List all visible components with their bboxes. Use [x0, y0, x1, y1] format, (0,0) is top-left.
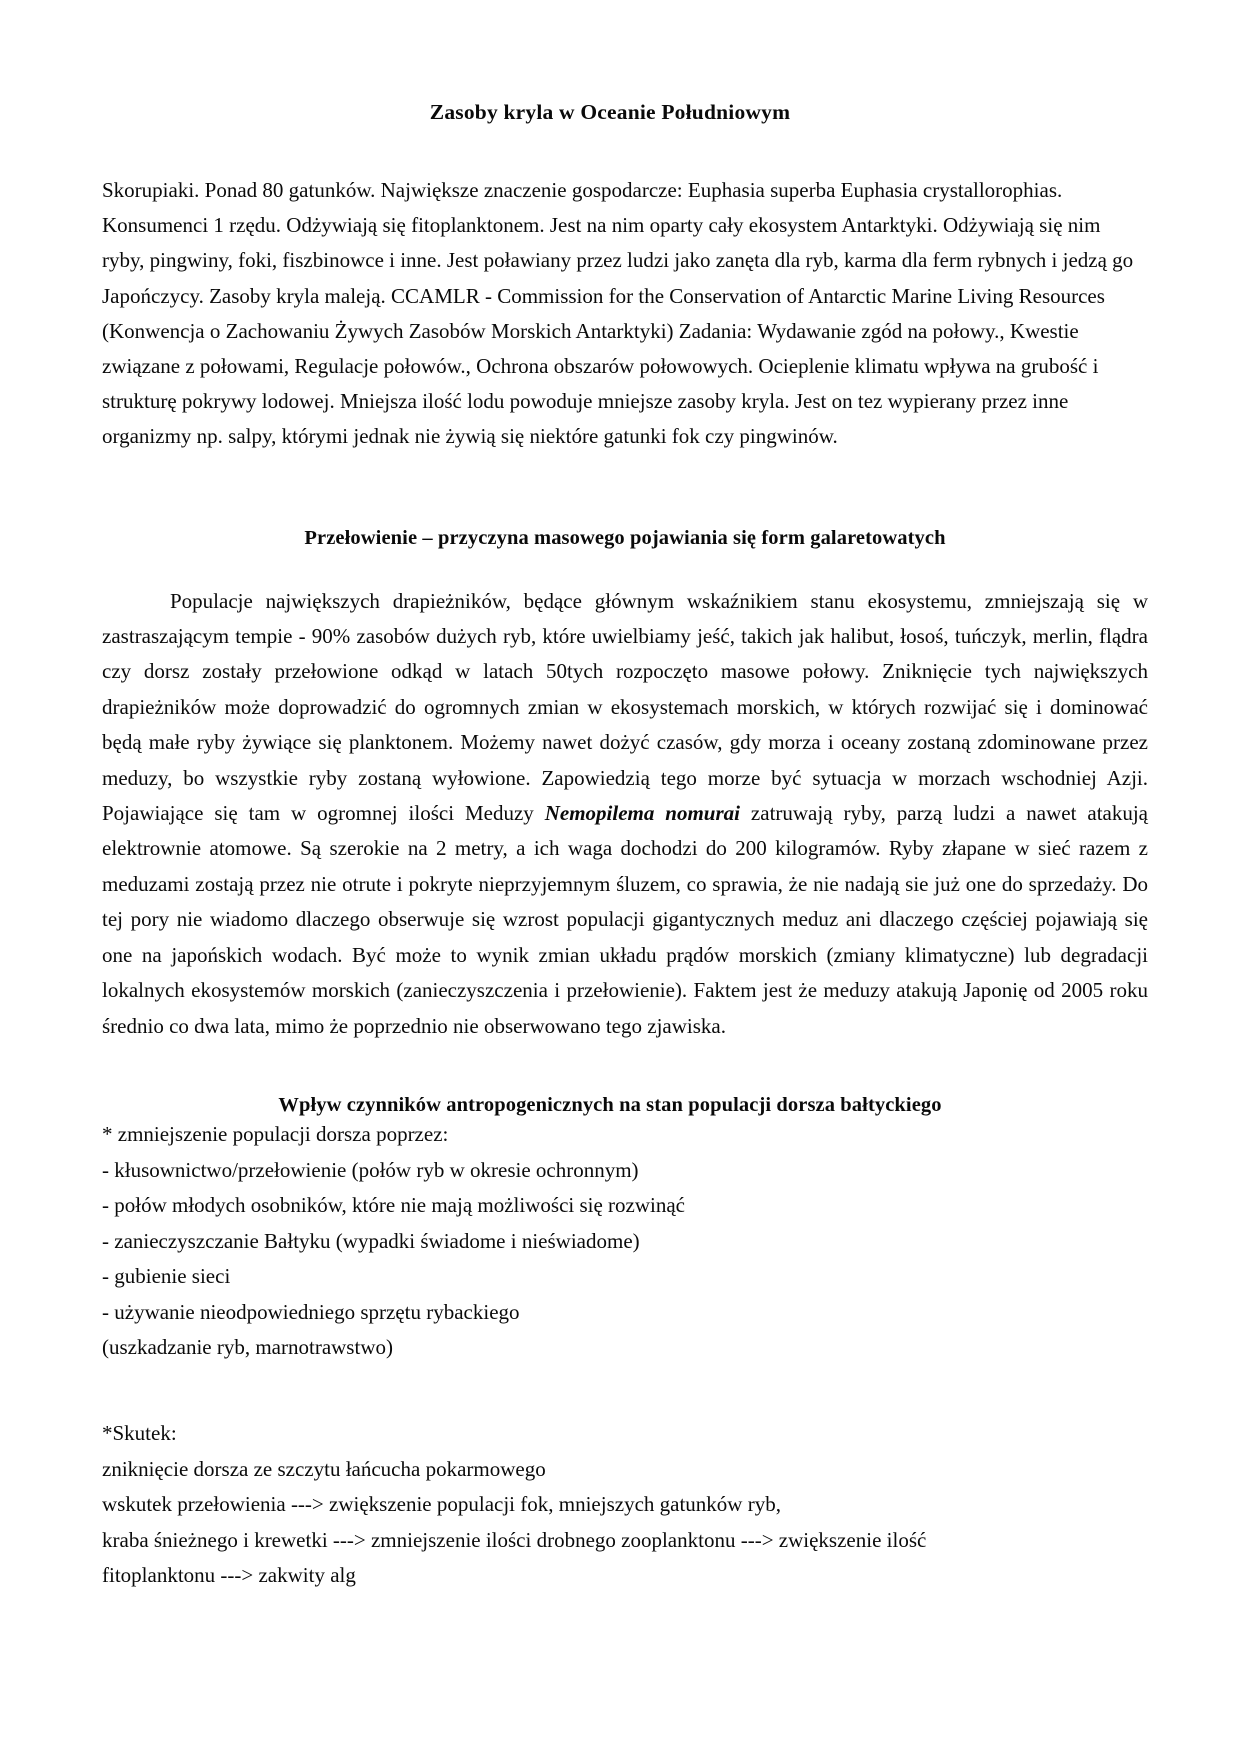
list-item: * zmniejszenie populacji dorsza poprzez: [102, 1121, 449, 1146]
list-item: - używanie nieodpowiedniego sprzętu rybackiego [102, 1299, 520, 1324]
overfishing-paragraph [102, 584, 1148, 1044]
list-item: - kłusownictwo/przełowienie (połów ryb w okresie ochronnym) [102, 1157, 639, 1182]
list-item: zniknięcie dorsza ze szczytu łańcucha pokarmowego [102, 1456, 546, 1481]
list-item: (uszkadzanie ryb, marnotrawstwo) [102, 1335, 393, 1360]
list-item: kraba śnieżnego i krewetki ---> zmniejszenie ilości drobnego zooplanktonu ---> zwiększenie ilość [102, 1527, 927, 1552]
effect-label: *Skutek: [102, 1421, 177, 1446]
section-heading-overfishing: Przełowienie – przyczyna masowego pojawiania się form galaretowatych [304, 526, 946, 549]
overfishing-text-part-2: zatruwają ryby, parzą ludzi a nawet atakują elektrownie atomowe. Są szerokie na 2 metry, a ich waga dochodzi do 200 kilogramów. Ryby złapane w sieć razem z meduzami zostają przez nie otrute i pokryte nieprzyjemnym śluzem, co sprawia, że nie nadają sie już one do sprzedaży. Do tej pory nie wiadomo dlaczego obserwuje się wzrost populacji gigantycznych meduz ani dlaczego częściej pojawiają się one na japońskich wodach. Być może to wynik zmian układu prądów morskich (zmiany klimatyczne) lub degradacji lokalnych ekosystemów morskich (zanieczyszczenia i przełowienie). Faktem jest że meduzy atakują Japonię od 2005 roku średnio co dwa lata, mimo że poprzednio nie obserwowano tego zjawiska. [102, 801, 1149, 1038]
list-item: - gubienie sieci [102, 1264, 231, 1289]
cod-impact-list [102, 1117, 1148, 1366]
list-item: wskutek przełowienia ---> zwiększenie populacji fok, mniejszych gatunków ryb, [102, 1492, 781, 1517]
spacer-after-intro [102, 455, 1148, 527]
effect-list [102, 1416, 1148, 1594]
page-title: Zasoby kryla w Oceanie Południowym [429, 100, 791, 124]
section-heading-cod: Wpływ czynników antropogenicznych na stan populacji dorsza bałtyckiego [278, 1093, 942, 1116]
spacer-after-heading-overfishing [102, 550, 1148, 584]
intro-paragraph: Skorupiaki. Ponad 80 gatunków. Największe znaczenie gospodarcze: Euphasia superba Euphasia crystallorophias. Konsumenci 1 rzędu. Odżywiają się fitoplanktonem. Jest na nim oparty cały ekosystem Antarktyki. Odżywiają się nim ryby, pingwiny, foki, fiszbinowce i inne. Jest poławiany przez ludzi jako zanęta dla ryb, karma dla ferm rybnych i jedzą go Japończycy. Zasoby kryla maleją. CCAMLR - Commission for the Conservation of Antarctic Marine Living Resources (Konwencja o Zachowaniu Żywych Zasobów Morskich Antarktyki) Zadania: Wydawanie zgód na połowy., Kwestie związane z połowami, Regulacje połowów., Ochrona obszarów połowowych. Ocieplenie klimatu wpływa na grubość i strukturę pokrywy lodowej. Mniejsza ilość lodu powoduje mniejsze zasoby kryla. Jest on tez wypierany przez inne organizmy np. salpy, którymi jednak nie żywią się niektóre gatunki fok czy pingwinów. [102, 178, 1134, 449]
spacer-before-cod-section [102, 1044, 1148, 1094]
species-name-emphasis: Nemopilema nomurai [544, 801, 740, 826]
list-item: - połów młodych osobników, które nie mają możliwości się rozwinąć [102, 1193, 686, 1218]
list-item: - zanieczyszczanie Bałtyku (wypadki świadome i nieświadome) [102, 1228, 640, 1253]
overfishing-text-part-1: Populacje największych drapieżników, będące głównym wskaźnikiem stanu ekosystemu, zmniejszają się w zastraszającym tempie - 90% zasobów dużych ryb, które uwielbiamy jeść, takich jak halibut, łosoś, tuńczyk, merlin, flądra czy dorsz zostały przełowione odkąd w latach 50tych rozpoczęto masowe połowy. Zniknięcie tych największych drapieżników może doprowadzić do ogromnych zmian w ekosystemach morskich, w których rozwijać się i dominować będą małe ryby żywiące się planktonem. Możemy nawet dożyć czasów, gdy morza i oceany zostaną zdominowane przez meduzy, bo wszystkie ryby zostaną wyłowione. Zapowiedzią tego morze być sytuacja w morzach wschodniej Azji. Pojawiające się tam w ogromnej ilości Meduzy [102, 588, 1148, 826]
list-item: fitoplanktonu ---> zakwity alg [102, 1563, 356, 1588]
spacer-before-effect-section [102, 1366, 1148, 1416]
